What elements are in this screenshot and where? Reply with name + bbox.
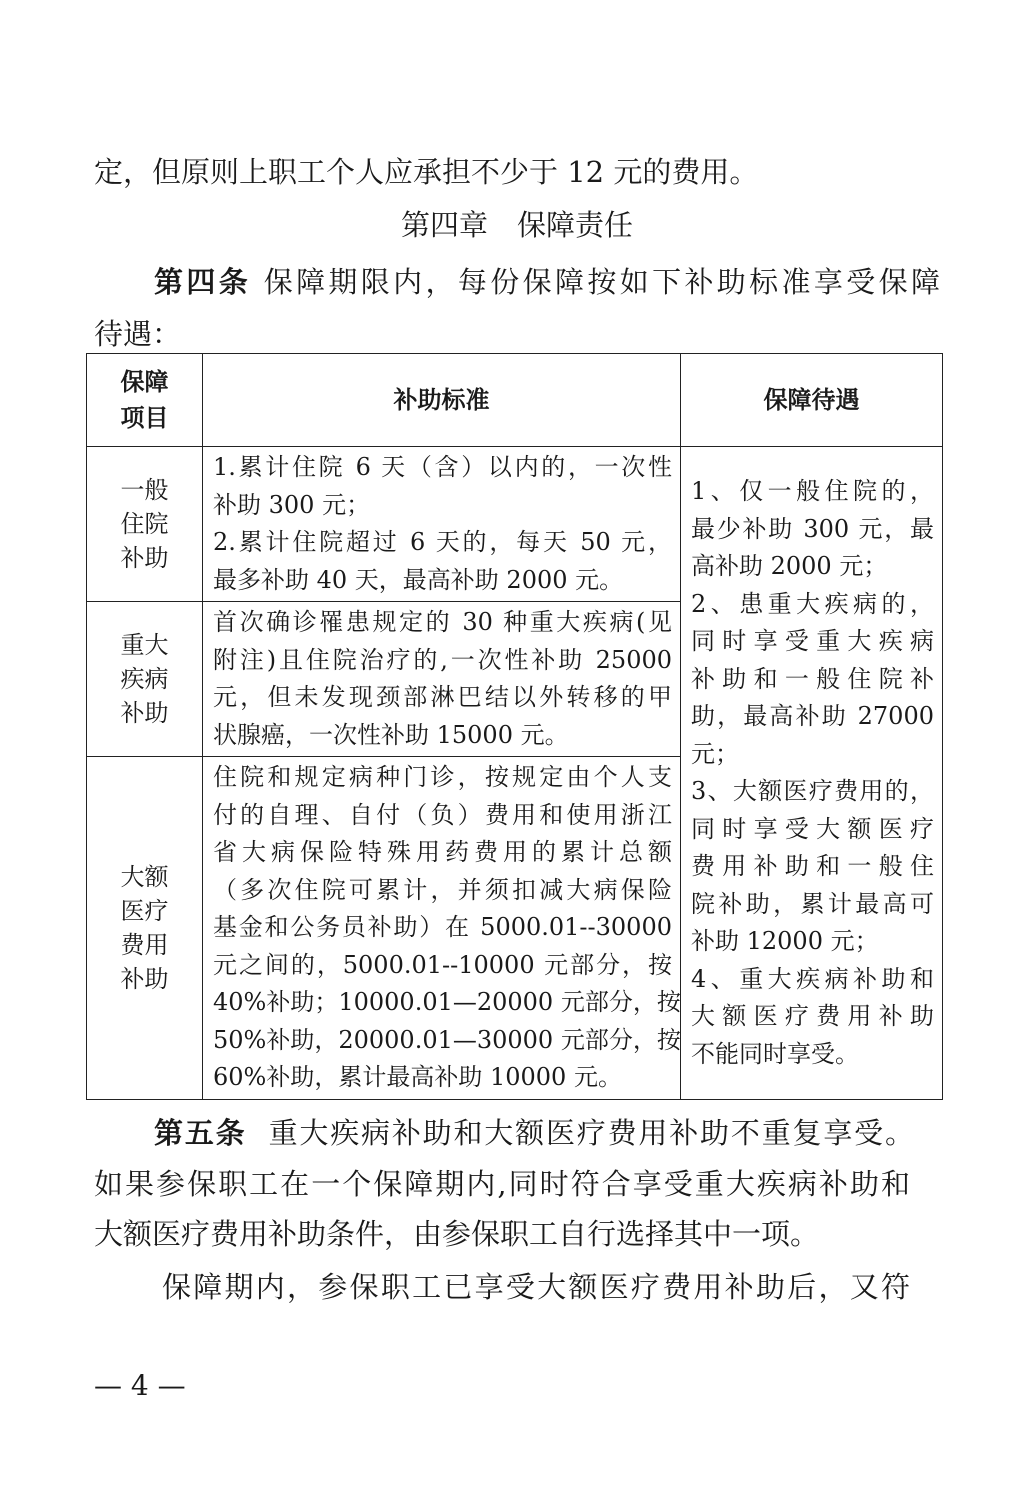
cell-line: 不能同时享受。 — [691, 1039, 859, 1068]
cell-line: 补助 12000 元； — [691, 927, 879, 955]
cell-line: 付的自理、自付（负）费用和使用浙江 — [213, 800, 672, 829]
standard-large-medical — [203, 757, 681, 1100]
header-benefit: 保障待遇 — [681, 354, 943, 447]
cell-line: 基金和公务员补助）在 5000.01--30000 — [213, 913, 672, 942]
benefit-table — [86, 353, 943, 1100]
cell-line: 同时享受大额医疗 — [691, 814, 934, 843]
header-item-line2: 项目 — [120, 404, 169, 432]
category-line: 医疗 — [120, 897, 169, 925]
article5-text: 重大疾病补助和大额医疗费用补助不重复享受。 — [268, 1116, 914, 1150]
standard-general-hospital — [203, 447, 681, 602]
cell-line: 省大病保险特殊用药费用的累计总额 — [213, 838, 672, 867]
cell-line: 同时享受重大疾病 — [691, 627, 934, 655]
cell-line: 40%补助；10000.01—20000 元部分，按 — [213, 988, 681, 1017]
category-line: 补助 — [120, 699, 169, 727]
page-number: — 4 — — [94, 1369, 186, 1402]
header-item — [87, 354, 203, 447]
header-item-line1: 保障 — [120, 368, 169, 396]
category-line: 补助 — [120, 544, 169, 572]
article5-label: 第五条 — [154, 1116, 247, 1150]
cell-line: 2.累计住院超过 6 天的，每天 50 元， — [213, 528, 672, 556]
cell-line: 首次确诊罹患规定的 30 种重大疾病(见 — [213, 608, 672, 636]
article5-line1 — [154, 1113, 914, 1153]
cell-line: 元，但未发现颈部淋巴结以外转移的甲 — [213, 683, 672, 711]
cell-line: 高补助 2000 元； — [691, 552, 888, 580]
cell-line: 3、大额医疗费用的， — [691, 777, 934, 805]
table-row-general — [87, 447, 943, 602]
cell-line: 元之间的，5000.01--10000 元部分，按 — [213, 950, 672, 979]
cell-line: 院补助，累计最高可 — [691, 889, 934, 918]
cell-line: 助，最高补助 27000 — [691, 702, 934, 730]
article5-line3: 大额医疗费用补助条件，由参保职工自行选择其中一项。 — [94, 1217, 820, 1251]
cell-line: （多次住院可累计，并须扣减大病保险 — [213, 875, 672, 904]
cell-line: 50%补助，20000.01—30000 元部分，按 — [213, 1025, 681, 1054]
category-line: 住院 — [120, 510, 169, 538]
chapter-title: 第四章 保障责任 — [400, 208, 633, 242]
category-general-hospital — [87, 447, 203, 602]
article4-line1 — [154, 262, 940, 302]
cell-line: 最多补助 40 天，最高补助 2000 元。 — [213, 565, 624, 594]
cell-line: 4、重大疾病补助和 — [691, 964, 934, 993]
cell-line: 1.累计住院 6 天（含）以内的，一次性 — [213, 453, 672, 481]
cell-line: 1、仅一般住院的， — [691, 477, 934, 505]
cell-line: 大额医疗费用补助 — [691, 1002, 934, 1030]
cell-line: 补助和一般住院补 — [691, 664, 934, 693]
cell-line: 2、患重大疾病的， — [691, 589, 934, 618]
cell-line: 费用补助和一般住 — [691, 852, 934, 880]
category-critical-illness — [87, 602, 203, 757]
header-standard: 补助标准 — [203, 354, 681, 447]
cell-line: 最少补助 300 元，最 — [691, 514, 934, 543]
article4-line2: 待遇： — [94, 317, 182, 351]
cell-line: 补助 300 元； — [213, 490, 371, 519]
category-line: 大额 — [120, 863, 169, 891]
cell-line: 元； — [691, 739, 739, 768]
category-large-medical — [87, 757, 203, 1100]
category-line: 一般 — [120, 476, 169, 504]
cell-line: 状腺癌，一次性补助 15000 元。 — [213, 720, 569, 749]
category-line: 费用 — [120, 931, 169, 959]
category-line: 补助 — [120, 965, 169, 993]
intro-line: 定，但原则上职工个人应承担不少于 12 元的费用。 — [94, 155, 759, 189]
standard-critical-illness — [203, 602, 681, 757]
category-line: 重大 — [120, 631, 169, 659]
cell-line: 60%补助，累计最高补助 10000 元。 — [213, 1063, 622, 1092]
table-header-row — [87, 354, 943, 447]
benefit-cell — [681, 447, 943, 1100]
category-line: 疾病 — [120, 665, 169, 693]
final-line: 保障期内，参保职工已享受大额医疗费用补助后，又符 — [162, 1270, 910, 1304]
article5-line2: 如果参保职工在一个保障期内,同时符合享受重大疾病补助和 — [94, 1167, 910, 1201]
cell-line: 住院和规定病种门诊，按规定由个人支 — [213, 763, 672, 792]
article4-label: 第四条 — [154, 265, 252, 299]
cell-line: 附注)且住院治疗的,一次性补助 25000 — [213, 645, 672, 674]
article4-text: 保障期限内，每份保障按如下补助标准享受保障 — [263, 265, 940, 299]
